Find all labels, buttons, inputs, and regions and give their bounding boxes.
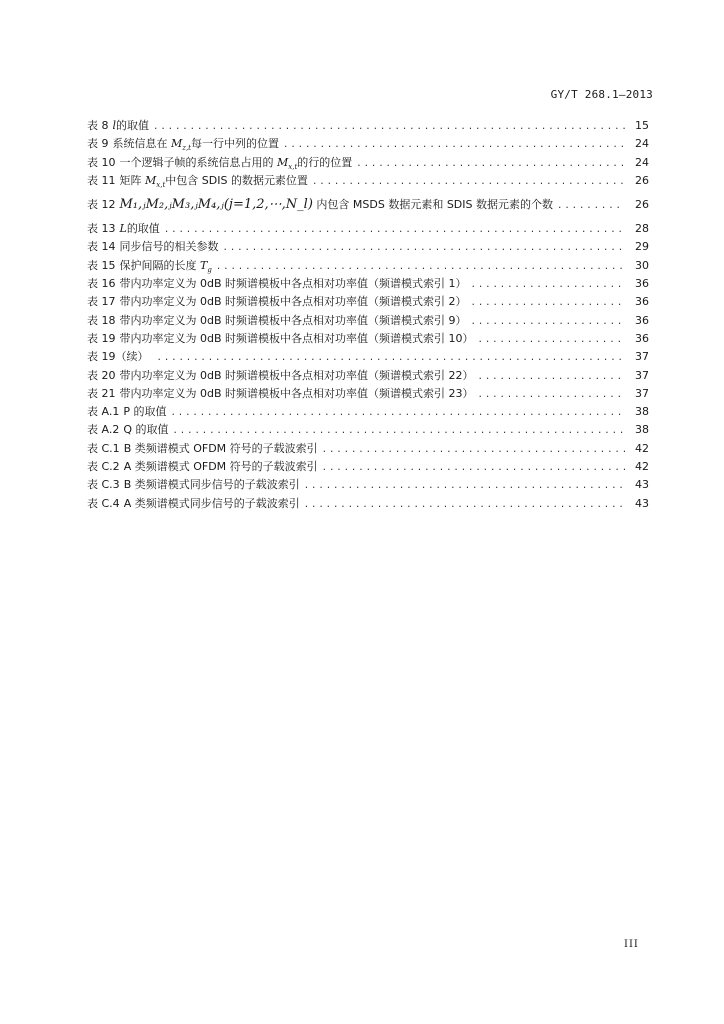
toc-entry-title	[116, 190, 554, 220]
toc-entry-title: Q 的取值	[123, 423, 169, 437]
dot-leader	[471, 276, 625, 294]
dot-leader	[223, 239, 626, 257]
formula: M₁,ⱼM₂,ⱼM₃,ⱼM₄,ⱼ(j=1,2,⋯,N_l)	[119, 197, 313, 213]
toc-entry-title: 一个逻辑子帧的系统信息占用的 $M_{x,t}$的行的位置	[119, 155, 353, 171]
toc-entry-title: 系统信息在 $M_{z,t}$每一行中列的位置	[112, 137, 279, 153]
toc-entry-label: 表 14	[87, 240, 116, 254]
toc-entry-page: 29	[635, 240, 649, 254]
toc-entry-title: 带内功率定义为 0dB 时频谱模板中各点相对功率值（频谱模式索引 9）	[119, 313, 467, 327]
toc-entry-table-13[interactable]	[87, 220, 649, 238]
toc-entry-title: 带内功率定义为 0dB 时频谱模板中各点相对功率值（频谱模式索引 1）	[119, 277, 467, 291]
toc-entry-title: B 类频谱模式同步信号的子载波索引	[123, 478, 300, 492]
toc-entry-title: B 类频谱模式 OFDM 符号的子载波索引	[123, 441, 318, 455]
toc-entry-table-c4[interactable]	[87, 495, 649, 513]
toc-entry-title: L的取值	[119, 222, 160, 236]
dot-leader	[471, 294, 625, 312]
toc-entry-table-20[interactable]	[87, 367, 649, 385]
toc-entry-page: 37	[635, 350, 649, 364]
toc-entry-label: 表 17	[87, 295, 116, 309]
toc-entry-page: 36	[635, 277, 649, 291]
toc-entry-table-10[interactable]	[87, 154, 649, 172]
toc-entry-page: 42	[635, 441, 649, 455]
dot-leader	[312, 173, 625, 191]
toc-entry-table-17[interactable]	[87, 293, 649, 311]
dot-leader	[322, 441, 625, 459]
toc-entry-label: 表 8	[87, 119, 109, 132]
toc-entry-page: 43	[635, 478, 649, 492]
toc-entry-label: 表 13	[87, 222, 116, 236]
dot-leader	[164, 221, 625, 239]
toc-entry-title: P 的取值	[123, 405, 167, 419]
toc-entry-page: 28	[635, 222, 649, 236]
toc-entry-table-a2[interactable]	[87, 421, 649, 439]
page-number-roman: III	[624, 939, 639, 950]
toc-entry-label: 表 16	[87, 277, 116, 291]
dot-leader	[322, 459, 625, 477]
toc-entry-title: 矩阵 $M_{x,t}$中包含 SDIS 的数据元素位置	[119, 173, 308, 190]
dot-leader	[478, 331, 625, 349]
toc-entry-table-21[interactable]	[87, 385, 649, 403]
toc-entry-title: l的取值	[112, 119, 150, 132]
dot-leader	[304, 496, 625, 514]
toc-entry-page: 26	[635, 173, 649, 187]
toc-entry-label: 表 10	[87, 155, 116, 169]
toc-entry-table-c3[interactable]	[87, 476, 649, 494]
toc-entry-label: 表 A.2	[87, 423, 120, 437]
toc-entry-page: 26	[635, 198, 649, 212]
toc-entry-label: 表 21	[87, 386, 116, 400]
toc-entry-table-14[interactable]	[87, 238, 649, 256]
toc-entry-page: 38	[635, 423, 649, 437]
toc-entry-table-a1[interactable]	[87, 403, 649, 421]
toc-entry-table-c1[interactable]	[87, 440, 649, 458]
toc-entry-title: 同步信号的相关参数	[119, 240, 219, 254]
toc-entry-label: 表 A.1	[87, 405, 120, 419]
toc-entry-page: 38	[635, 405, 649, 419]
toc-entry-page: 42	[635, 460, 649, 474]
dot-leader	[356, 155, 625, 173]
toc-entry-label: 表 19（续）	[87, 350, 149, 364]
toc-entry-table-8[interactable]	[87, 117, 649, 135]
toc-entry-title: 带内功率定义为 0dB 时频谱模板中各点相对功率值（频谱模式索引 22）	[119, 368, 474, 382]
toc-entry-label: 表 18	[87, 313, 116, 327]
toc-entry-title: A 类频谱模式 OFDM 符号的子载波索引	[123, 460, 318, 474]
toc-entry-title: 带内功率定义为 0dB 时频谱模板中各点相对功率值（频谱模式索引 2）	[119, 295, 467, 309]
toc-entry-label: 表 C.1	[87, 441, 120, 455]
toc-entry-title: 带内功率定义为 0dB 时频谱模板中各点相对功率值（频谱模式索引 23）	[119, 386, 474, 400]
toc-entry-label: 表 19	[87, 331, 116, 345]
dot-leader	[478, 368, 625, 386]
toc-entry-label: 表 C.4	[87, 496, 120, 510]
table-of-contents-list	[87, 117, 649, 513]
toc-entry-label: 表 12	[87, 198, 116, 212]
toc-entry-label: 表 20	[87, 368, 116, 382]
toc-entry-page: 37	[635, 368, 649, 382]
toc-entry-label: 表 15	[87, 258, 116, 272]
toc-entry-table-19[interactable]	[87, 330, 649, 348]
toc-entry-title: A 类频谱模式同步信号的子载波索引	[123, 496, 300, 510]
dot-leader	[157, 349, 626, 367]
toc-entry-page: 37	[635, 386, 649, 400]
toc-entry-title-suffix: 内包含 MSDS 数据元素和 SDIS 数据元素的个数	[316, 198, 553, 212]
toc-entry-table-15[interactable]	[87, 257, 649, 275]
toc-entry-page: 30	[635, 258, 649, 272]
dot-leader	[283, 136, 625, 154]
toc-entry-table-11[interactable]	[87, 172, 649, 190]
toc-entry-page: 24	[635, 137, 649, 151]
dot-leader	[304, 477, 625, 495]
toc-entry-page: 36	[635, 313, 649, 327]
dot-leader	[172, 422, 625, 440]
toc-entry-title: 带内功率定义为 0dB 时频谱模板中各点相对功率值（频谱模式索引 10）	[119, 331, 474, 345]
dot-leader	[471, 313, 625, 331]
toc-entry-page: 43	[635, 496, 649, 510]
document-id-header: GY/T 268.1—2013	[550, 88, 653, 101]
dot-leader	[557, 191, 625, 221]
toc-entry-label: 表 C.3	[87, 478, 120, 492]
toc-entry-table-18[interactable]	[87, 312, 649, 330]
dot-leader	[478, 386, 625, 404]
toc-entry-page: 24	[635, 155, 649, 169]
dot-leader	[170, 404, 625, 422]
toc-entry-table-9[interactable]	[87, 135, 649, 153]
toc-entry-table-12[interactable]	[87, 190, 649, 220]
dot-leader	[216, 258, 625, 276]
toc-entry-page: 15	[635, 119, 649, 132]
toc-entry-label: 表 11	[87, 173, 116, 187]
toc-entry-label: 表 C.2	[87, 460, 120, 474]
toc-entry-title: 保护间隔的长度 $T_g$	[119, 258, 212, 274]
dot-leader	[153, 118, 625, 136]
toc-entry-page: 36	[635, 295, 649, 309]
toc-entry-label: 表 9	[87, 137, 109, 151]
toc-entry-table-19-continued[interactable]	[87, 348, 649, 366]
toc-entry-table-16[interactable]	[87, 275, 649, 293]
toc-entry-table-c2[interactable]	[87, 458, 649, 476]
toc-entry-page: 36	[635, 331, 649, 345]
